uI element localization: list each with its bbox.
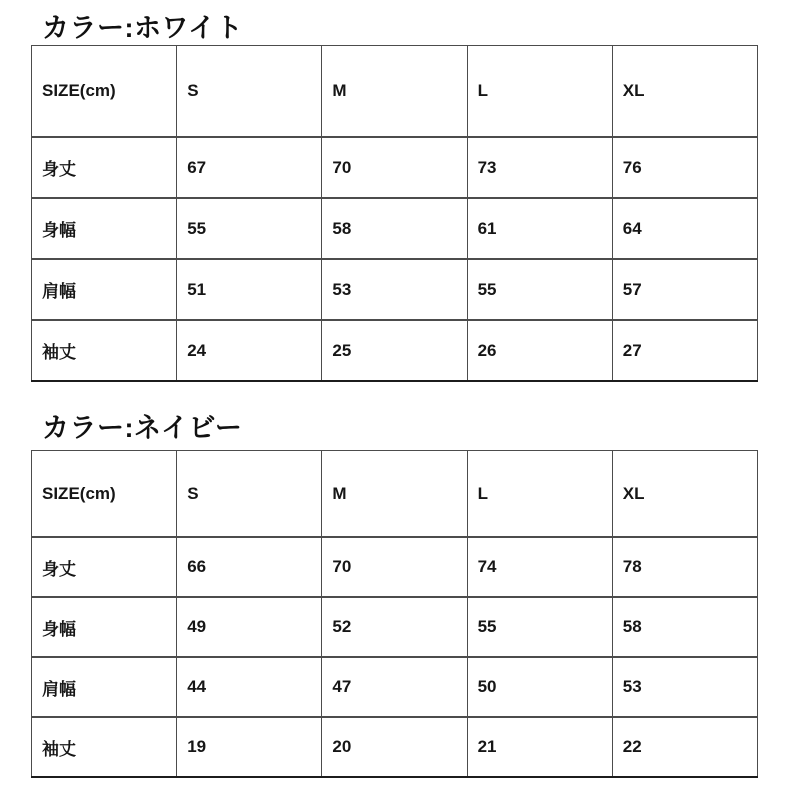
table-row-shoulder-width bbox=[32, 259, 758, 320]
measurement-cell: 53 bbox=[612, 657, 757, 717]
measurement-cell: 44 bbox=[177, 657, 322, 717]
measurement-cell: 53 bbox=[322, 259, 467, 320]
header-cell-xl: XL bbox=[612, 451, 757, 538]
measurement-cell: 50 bbox=[467, 657, 612, 717]
size-table-navy bbox=[31, 450, 758, 778]
header-cell-size: SIZE(cm) bbox=[32, 451, 177, 538]
row-label: 袖丈 bbox=[32, 717, 177, 777]
row-label: 身丈 bbox=[32, 137, 177, 198]
table-row-sleeve-length bbox=[32, 717, 758, 777]
header-cell-m: M bbox=[322, 451, 467, 538]
measurement-cell: 55 bbox=[177, 198, 322, 259]
measurement-cell: 21 bbox=[467, 717, 612, 777]
measurement-cell: 20 bbox=[322, 717, 467, 777]
size-table-white bbox=[31, 45, 758, 382]
header-cell-l: L bbox=[467, 451, 612, 538]
row-label: 身丈 bbox=[32, 537, 177, 597]
measurement-cell: 64 bbox=[612, 198, 757, 259]
measurement-cell: 27 bbox=[612, 320, 757, 381]
header-cell-xl: XL bbox=[612, 46, 757, 138]
measurement-cell: 51 bbox=[177, 259, 322, 320]
measurement-cell: 76 bbox=[612, 137, 757, 198]
table-row-body-length bbox=[32, 537, 758, 597]
measurement-cell: 24 bbox=[177, 320, 322, 381]
measurement-cell: 49 bbox=[177, 597, 322, 657]
size-chart-title-navy: カラー:ネイビー bbox=[42, 413, 243, 443]
measurement-cell: 47 bbox=[322, 657, 467, 717]
measurement-cell: 55 bbox=[467, 259, 612, 320]
measurement-cell: 22 bbox=[612, 717, 757, 777]
row-label: 肩幅 bbox=[32, 657, 177, 717]
header-cell-l: L bbox=[467, 46, 612, 138]
header-cell-s: S bbox=[177, 46, 322, 138]
row-label: 身幅 bbox=[32, 198, 177, 259]
header-cell-m: M bbox=[322, 46, 467, 138]
measurement-cell: 52 bbox=[322, 597, 467, 657]
measurement-cell: 70 bbox=[322, 137, 467, 198]
measurement-cell: 19 bbox=[177, 717, 322, 777]
row-label: 身幅 bbox=[32, 597, 177, 657]
table-row-body-width bbox=[32, 597, 758, 657]
measurement-cell: 73 bbox=[467, 137, 612, 198]
measurement-cell: 74 bbox=[467, 537, 612, 597]
table-row-sleeve-length bbox=[32, 320, 758, 381]
table-row-body-width bbox=[32, 198, 758, 259]
table-header-row bbox=[32, 46, 758, 138]
header-cell-size: SIZE(cm) bbox=[32, 46, 177, 138]
header-cell-s: S bbox=[177, 451, 322, 538]
table-row-shoulder-width bbox=[32, 657, 758, 717]
measurement-cell: 70 bbox=[322, 537, 467, 597]
measurement-cell: 66 bbox=[177, 537, 322, 597]
size-chart-title-white: カラー:ホワイト bbox=[42, 13, 244, 43]
table-header-row bbox=[32, 451, 758, 538]
measurement-cell: 67 bbox=[177, 137, 322, 198]
measurement-cell: 58 bbox=[612, 597, 757, 657]
measurement-cell: 58 bbox=[322, 198, 467, 259]
measurement-cell: 55 bbox=[467, 597, 612, 657]
measurement-cell: 25 bbox=[322, 320, 467, 381]
row-label: 肩幅 bbox=[32, 259, 177, 320]
measurement-cell: 57 bbox=[612, 259, 757, 320]
measurement-cell: 61 bbox=[467, 198, 612, 259]
row-label: 袖丈 bbox=[32, 320, 177, 381]
measurement-cell: 26 bbox=[467, 320, 612, 381]
measurement-cell: 78 bbox=[612, 537, 757, 597]
table-row-body-length bbox=[32, 137, 758, 198]
